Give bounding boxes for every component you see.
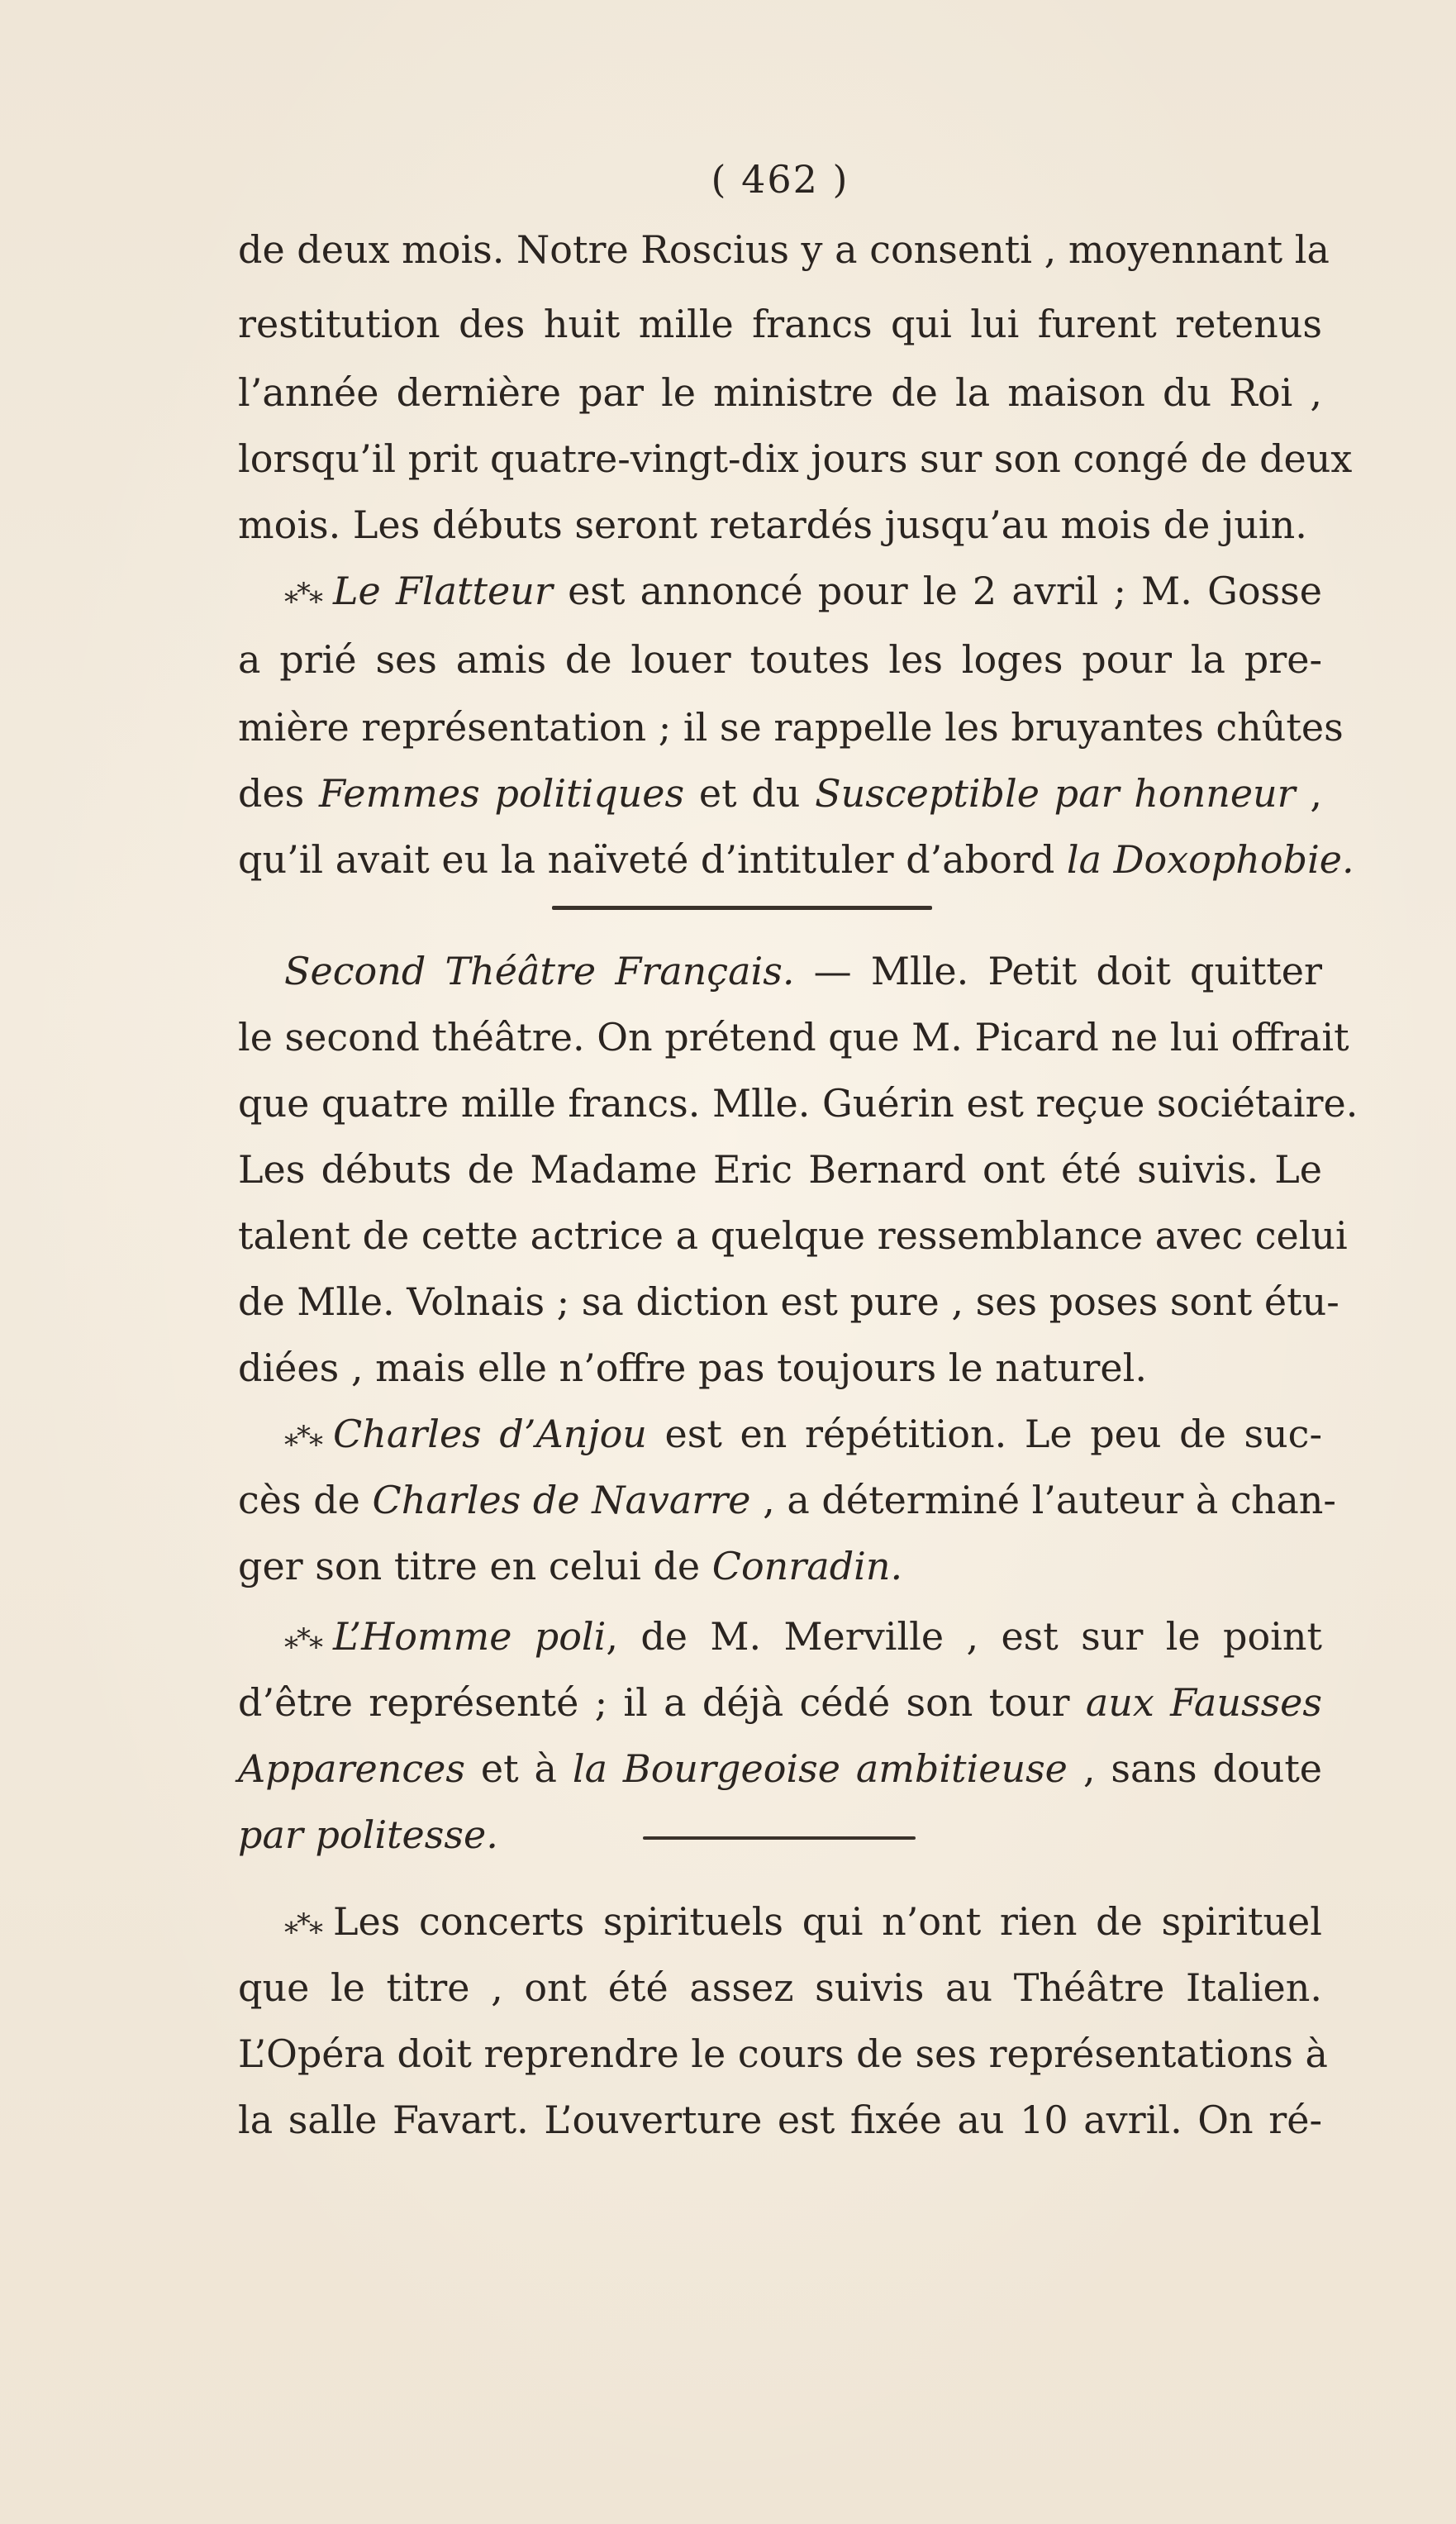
section-heading: Second Théâtre Français. xyxy=(284,949,795,993)
text-line: mois. Les débuts seront retardés jusqu’au mois de juin. xyxy=(238,502,1307,547)
work-title: Charles d’Anjou xyxy=(333,1412,647,1456)
asterism-icon: ⁎*⁎ xyxy=(284,577,321,610)
text-line: diées , mais elle n’offre pas toujours le naturel. xyxy=(238,1345,1147,1390)
section-divider xyxy=(643,1836,916,1840)
text-line: que le titre , ont été assez suivis au Théâtre Italien. xyxy=(238,1965,1322,2010)
text-line: ⁎*⁎ Le Flatteur est annoncé pour le 2 avril ; M. Gosse xyxy=(284,569,1322,613)
asterism-icon: ⁎*⁎ xyxy=(284,1907,321,1941)
work-title: aux Fausses xyxy=(1085,1680,1323,1725)
text-line: ⁎*⁎ Charles d’Anjou est en répétition. Le peu de suc- xyxy=(284,1412,1322,1456)
text-line: la salle Favart. L’ouverture est fixée au 10 avril. On ré- xyxy=(238,2098,1322,2142)
section-divider xyxy=(552,906,932,910)
work-title: L’Homme poli xyxy=(333,1614,607,1659)
work-title: la Bourgeoise ambitieuse xyxy=(572,1746,1068,1791)
work-title: Charles de Navarre xyxy=(372,1478,751,1522)
text-line: L’Opéra doit reprendre le cours de ses représentations à xyxy=(238,2031,1328,2076)
asterism-icon: ⁎*⁎ xyxy=(284,1420,321,1453)
text-line: Second Théâtre Français. — Mlle. Petit doit quitter xyxy=(284,949,1323,993)
work-title: Femmes politiques xyxy=(319,771,685,816)
text-line: Apparences et à la Bourgeoise ambitieuse , sans doute xyxy=(238,1746,1323,1791)
work-title: la Doxophobie. xyxy=(1066,837,1354,882)
work-title: Apparences xyxy=(238,1746,465,1791)
text-line: talent de cette actrice a quelque ressemblance avec celui xyxy=(238,1213,1348,1258)
text-line: que quatre mille francs. Mlle. Guérin est reçue sociétaire. xyxy=(238,1081,1358,1126)
text-line: Les débuts de Madame Eric Bernard ont été suivis. Le xyxy=(238,1147,1322,1192)
text-line: l’année dernière par le ministre de la maison du Roi , xyxy=(238,370,1322,415)
text-line: d’être représenté ; il a déjà cédé son tour aux Fausses xyxy=(238,1680,1323,1725)
work-title: Le Flatteur xyxy=(333,569,553,613)
text-line: ger son titre en celui de Conradin. xyxy=(238,1544,903,1588)
page-number: ( 462 ) xyxy=(711,157,849,202)
asterism-icon: ⁎*⁎ xyxy=(284,1622,321,1655)
text-line: a prié ses amis de louer toutes les loges pour la pre- xyxy=(238,637,1322,682)
text-line: qu’il avait eu la naïveté d’intituler d’abord la Doxophobie. xyxy=(238,837,1354,882)
text-line: des Femmes politiques et du Susceptible par honneur , xyxy=(238,771,1323,816)
text-line: ⁎*⁎ L’Homme poli, de M. Merville , est sur le point xyxy=(284,1614,1322,1659)
text-line: cès de Charles de Navarre , a déterminé l’auteur à chan- xyxy=(238,1478,1336,1522)
work-title: Susceptible par honneur xyxy=(815,771,1296,816)
text-line: de Mlle. Volnais ; sa diction est pure , ses poses sont étu- xyxy=(238,1279,1339,1324)
text-line: restitution des huit mille francs qui lui furent retenus xyxy=(238,302,1322,346)
text-line: lorsqu’il prit quatre-vingt-dix jours sur son congé de deux xyxy=(238,436,1353,481)
text-line: mière représentation ; il se rappelle les bruyantes chûtes xyxy=(238,705,1344,750)
text-line: le second théâtre. On prétend que M. Picard ne lui offrait xyxy=(238,1015,1349,1060)
work-title: Conradin. xyxy=(711,1544,903,1588)
text-line: par politesse. xyxy=(238,1812,498,1857)
text-line: de deux mois. Notre Roscius y a consenti , moyennant la xyxy=(238,227,1330,272)
text-line: ⁎*⁎ Les concerts spirituels qui n’ont rien de spirituel xyxy=(284,1899,1322,1944)
